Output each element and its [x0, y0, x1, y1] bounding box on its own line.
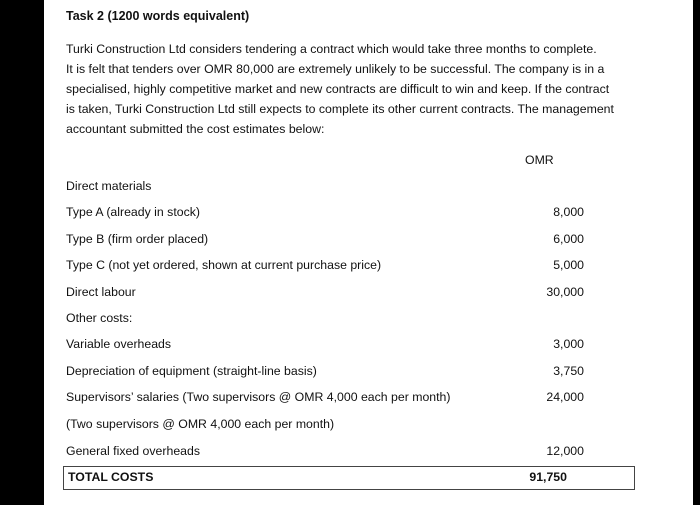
- cost-label: Direct materials: [66, 179, 152, 193]
- cost-value: 3,000: [553, 337, 584, 351]
- cost-label: Depreciation of equipment (straight-line basis): [66, 364, 317, 378]
- cost-row: [66, 179, 636, 199]
- total-costs-row: [63, 466, 635, 490]
- cost-value: 5,000: [553, 258, 584, 272]
- cost-value: 30,000: [546, 285, 584, 299]
- cost-label: Direct labour: [66, 285, 136, 299]
- cost-label: (Two supervisors @ OMR 4,000 each per month): [66, 417, 335, 431]
- cost-value: 3,750: [553, 364, 584, 378]
- total-label: TOTAL COSTS: [68, 470, 154, 484]
- intro-line: specialised, highly competitive market and new contracts are difficult to win and keep. If the contract: [66, 82, 610, 96]
- cost-label: Type C (not yet ordered, shown at current purchase price): [66, 258, 382, 272]
- total-value: 91,750: [529, 470, 567, 484]
- document-page: [44, 0, 693, 505]
- cost-row: [66, 285, 636, 305]
- cost-row: [66, 258, 636, 278]
- intro-line: It is felt that tenders over OMR 80,000 are extremely unlikely to be successful. The company is in a: [66, 62, 605, 76]
- cost-label: Supervisors’ salaries (Two supervisors @ OMR 4,000 each per month): [66, 390, 451, 404]
- intro-line: is taken, Turki Construction Ltd still expects to complete its other current contracts. The management: [66, 102, 614, 116]
- cost-row: [66, 444, 636, 464]
- cost-label: General fixed overheads: [66, 444, 200, 458]
- cost-label: Type B (firm order placed): [66, 232, 209, 246]
- cost-row: [66, 311, 636, 331]
- cost-row: [66, 232, 636, 252]
- intro-line: accountant submitted the cost estimates below:: [66, 122, 325, 136]
- cost-value: 8,000: [553, 205, 584, 219]
- intro-line: Turki Construction Ltd considers tendering a contract which would take three months to complete.: [66, 42, 597, 56]
- cost-value: 6,000: [553, 232, 584, 246]
- cost-row: [66, 337, 636, 357]
- cost-row: [66, 417, 636, 437]
- cost-row: [66, 390, 636, 410]
- task-title: Task 2 (1200 words equivalent): [66, 9, 250, 23]
- currency-header: OMR: [525, 153, 554, 167]
- intro-paragraph: [66, 39, 641, 139]
- cost-label: Variable overheads: [66, 337, 172, 351]
- cost-value: 12,000: [546, 444, 584, 458]
- cost-value: 24,000: [546, 390, 584, 404]
- cost-label: Other costs:: [66, 311, 133, 325]
- cost-label: Type A (already in stock): [66, 205, 200, 219]
- cost-row: [66, 364, 636, 384]
- cost-row: [66, 205, 636, 225]
